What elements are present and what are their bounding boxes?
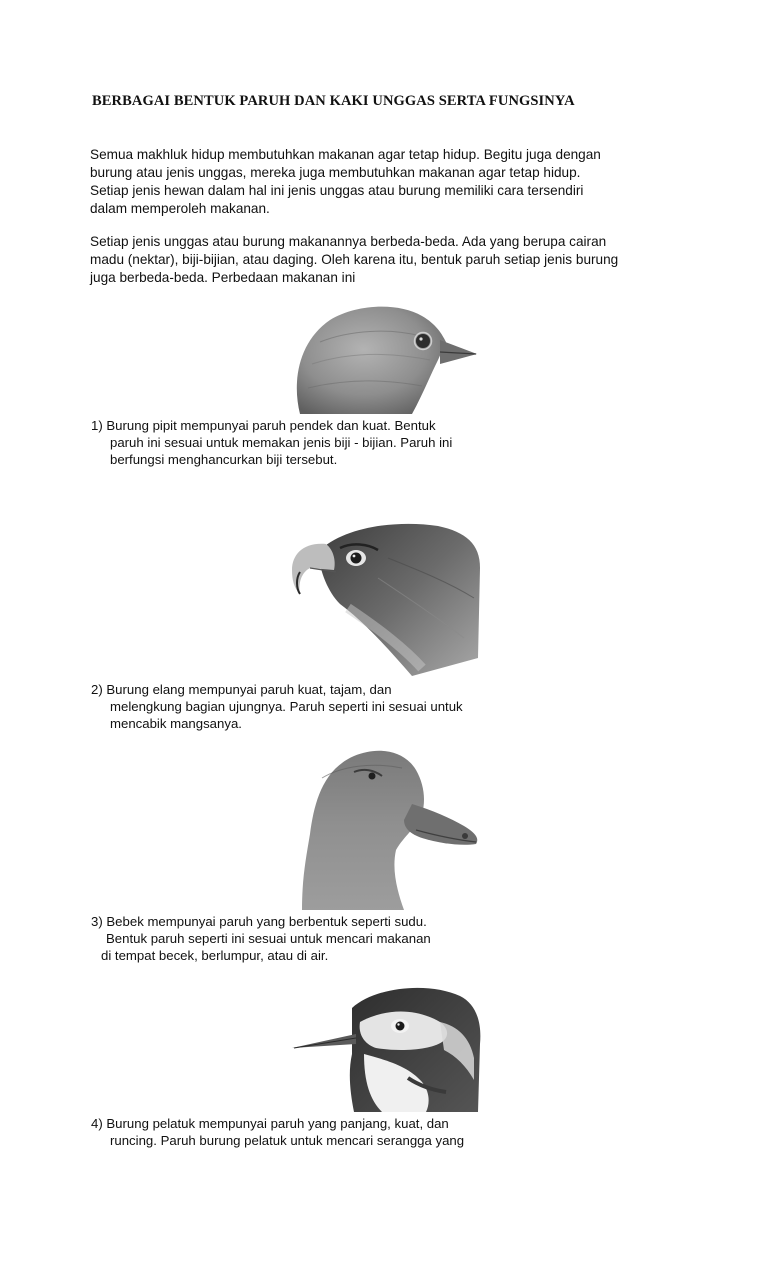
sparrow-head-illustration — [290, 302, 480, 414]
woodpecker-caption — [91, 1115, 464, 1149]
caption-line: di tempat becek, berlumpur, atau di air. — [101, 948, 329, 963]
page-title: BERBAGAI BENTUK PARUH DAN KAKI UNGGAS SERTA FUNGSINYA — [92, 93, 575, 109]
caption-line: 1) Burung pipit mempunyai paruh pendek dan kuat. Bentuk — [91, 418, 436, 433]
caption-line: Bentuk paruh seperti ini sesuai untuk mencari makanan — [106, 931, 431, 946]
caption-line: 4) Burung pelatuk mempunyai paruh yang panjang, kuat, dan — [91, 1116, 449, 1131]
caption-line: 2) Burung elang mempunyai paruh kuat, tajam, dan — [91, 682, 392, 697]
food-paragraph — [90, 233, 618, 287]
sparrow-caption — [91, 417, 452, 468]
text-line: Setiap jenis unggas atau burung makanannya berbeda-beda. Ada yang berupa cairan — [90, 234, 607, 249]
caption-line: berfungsi menghancurkan biji tersebut. — [110, 452, 338, 467]
caption-line: 3) Bebek mempunyai paruh yang berbentuk seperti sudu. — [91, 914, 427, 929]
woodpecker-head-illustration — [290, 982, 482, 1112]
eagle-caption — [91, 681, 463, 732]
eagle-head-illustration — [288, 518, 480, 680]
caption-line: mencabik mangsanya. — [110, 716, 242, 731]
text-line: madu (nektar), biji-bijian, atau daging. Oleh karena itu, bentuk paruh setiap jenis burung — [90, 252, 619, 267]
text-line: Setiap jenis hewan dalam hal ini jenis unggas atau burung memiliki cara tersendiri — [90, 183, 584, 198]
text-line: burung atau jenis unggas, mereka juga membutuhkan makanan agar tetap hidup. — [90, 165, 581, 180]
intro-paragraph — [90, 146, 601, 218]
duck-head-illustration — [292, 748, 480, 910]
duck-caption — [91, 913, 431, 964]
text-line: dalam memperoleh makanan. — [90, 201, 270, 216]
text-line: Semua makhluk hidup membutuhkan makanan agar tetap hidup. Begitu juga dengan — [90, 147, 601, 162]
caption-line: melengkung bagian ujungnya. Paruh seperti ini sesuai untuk — [110, 699, 463, 714]
text-line: juga berbeda-beda. Perbedaan makanan ini — [90, 270, 356, 285]
caption-line: paruh ini sesuai untuk memakan jenis biji - bijian. Paruh ini — [110, 435, 453, 450]
caption-line: runcing. Paruh burung pelatuk untuk mencari serangga yang — [110, 1133, 465, 1148]
